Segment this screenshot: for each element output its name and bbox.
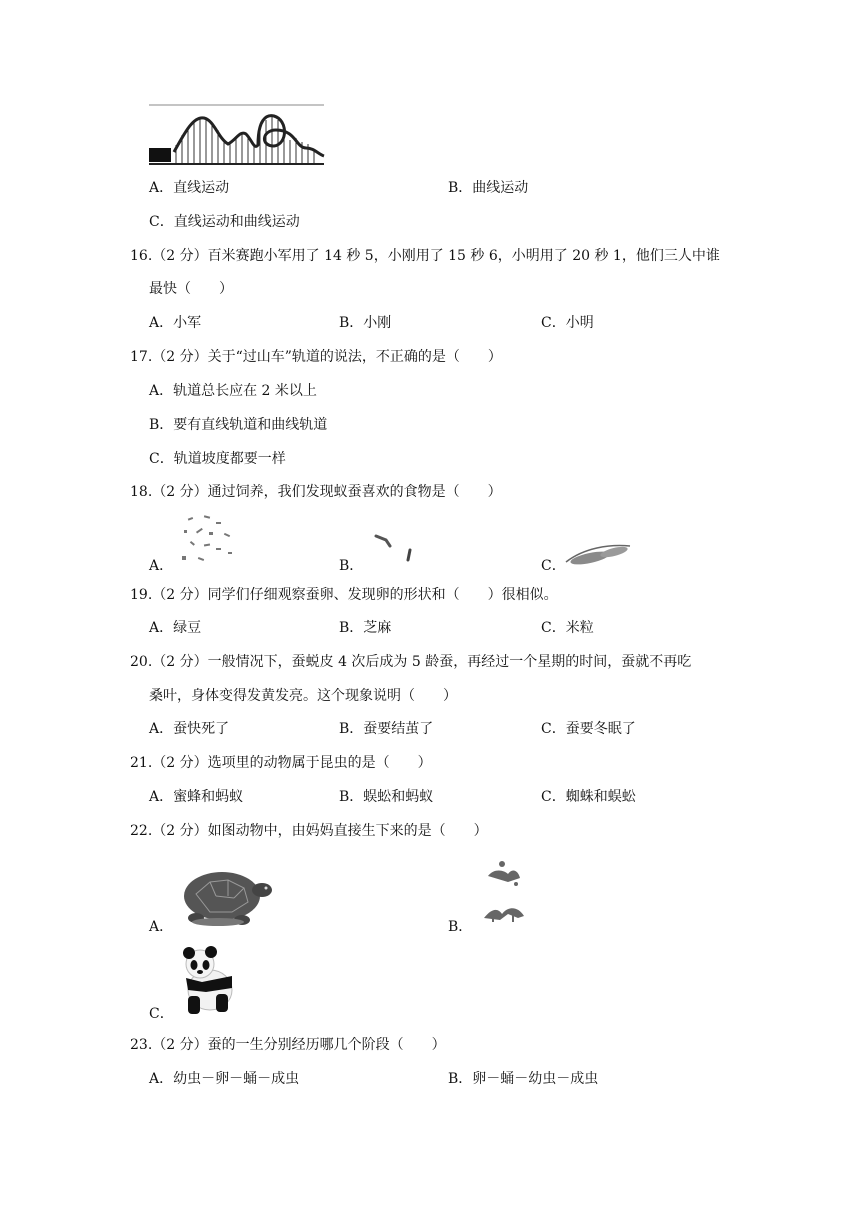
q16-option-c[interactable]: C．小明 <box>541 315 594 331</box>
q23-option-b[interactable]: B．卵－蛹－幼虫－成虫 <box>448 1071 599 1087</box>
q16-stem-line2: 最快（ ） <box>149 281 233 297</box>
q16-stem-line1: 16.（2 分）百米赛跑小军用了 14 秒 5，小刚用了 15 秒 6，小明用了 20 秒 1，他们三人中谁 <box>130 248 720 264</box>
q20-option-c[interactable]: C．蚕要冬眠了 <box>541 721 636 737</box>
q18-option-c[interactable]: C． <box>541 558 566 574</box>
q18-figure-flakes <box>176 512 246 568</box>
q22-stem: 22.（2 分）如图动物中，由妈妈直接生下来的是（ ） <box>130 823 488 839</box>
q23-stem: 23.（2 分）蚕的一生分别经历哪几个阶段（ ） <box>130 1037 446 1053</box>
q18-figure-sticks <box>372 528 422 564</box>
q18-figure-leaf-branch <box>564 540 634 570</box>
q20-option-a[interactable]: A．蚕快死了 <box>149 721 230 737</box>
q15-option-c[interactable]: C．直线运动和曲线运动 <box>149 214 300 230</box>
q15-option-a[interactable]: A．直线运动 <box>149 180 230 196</box>
q16-option-b[interactable]: B．小刚 <box>339 315 392 331</box>
q22-figure-bird <box>478 854 538 928</box>
q15-option-b[interactable]: B．曲线运动 <box>448 180 529 196</box>
q21-option-c[interactable]: C．蜘蛛和蜈蚣 <box>541 789 636 805</box>
q22-figure-turtle <box>176 864 276 930</box>
q22-figure-panda <box>172 946 242 1016</box>
q20-stem-line2: 桑叶，身体变得发黄发亮。这个现象说明（ ） <box>149 688 457 704</box>
q22-option-a[interactable]: A． <box>149 919 174 935</box>
q19-stem: 19.（2 分）同学们仔细观察蚕卵、发现卵的形状和（ ）很相似。 <box>130 587 558 603</box>
q19-option-b[interactable]: B．芝麻 <box>339 620 392 636</box>
roller-coaster-figure <box>146 100 326 170</box>
q19-option-c[interactable]: C．米粒 <box>541 620 594 636</box>
q17-stem: 17.（2 分）关于“过山车”轨道的说法，不正确的是（ ） <box>130 349 502 365</box>
q16-option-a[interactable]: A．小军 <box>149 315 202 331</box>
q21-option-b[interactable]: B．蜈蚣和蚂蚁 <box>339 789 434 805</box>
q19-option-a[interactable]: A．绿豆 <box>149 620 202 636</box>
q21-stem: 21.（2 分）选项里的动物属于昆虫的是（ ） <box>130 755 432 771</box>
q18-option-b[interactable]: B． <box>339 558 364 574</box>
q17-option-b[interactable]: B．要有直线轨道和曲线轨道 <box>149 417 328 433</box>
q18-option-a[interactable]: A． <box>149 558 174 574</box>
q22-option-c[interactable]: C． <box>149 1006 174 1022</box>
q20-stem-line1: 20.（2 分）一般情况下，蚕蜕皮 4 次后成为 5 龄蚕，再经过一个星期的时间，蚕就不再吃 <box>130 654 692 670</box>
q20-option-b[interactable]: B．蚕要结茧了 <box>339 721 434 737</box>
q22-option-b[interactable]: B． <box>448 919 473 935</box>
q23-option-a[interactable]: A．幼虫－卵－蛹－成虫 <box>149 1071 300 1087</box>
q17-option-c[interactable]: C．轨道坡度都要一样 <box>149 451 286 467</box>
q18-stem: 18.（2 分）通过饲养，我们发现蚁蚕喜欢的食物是（ ） <box>130 484 502 500</box>
q21-option-a[interactable]: A．蜜蜂和蚂蚁 <box>149 789 244 805</box>
q17-option-a[interactable]: A．轨道总长应在 2 米以上 <box>149 383 317 399</box>
